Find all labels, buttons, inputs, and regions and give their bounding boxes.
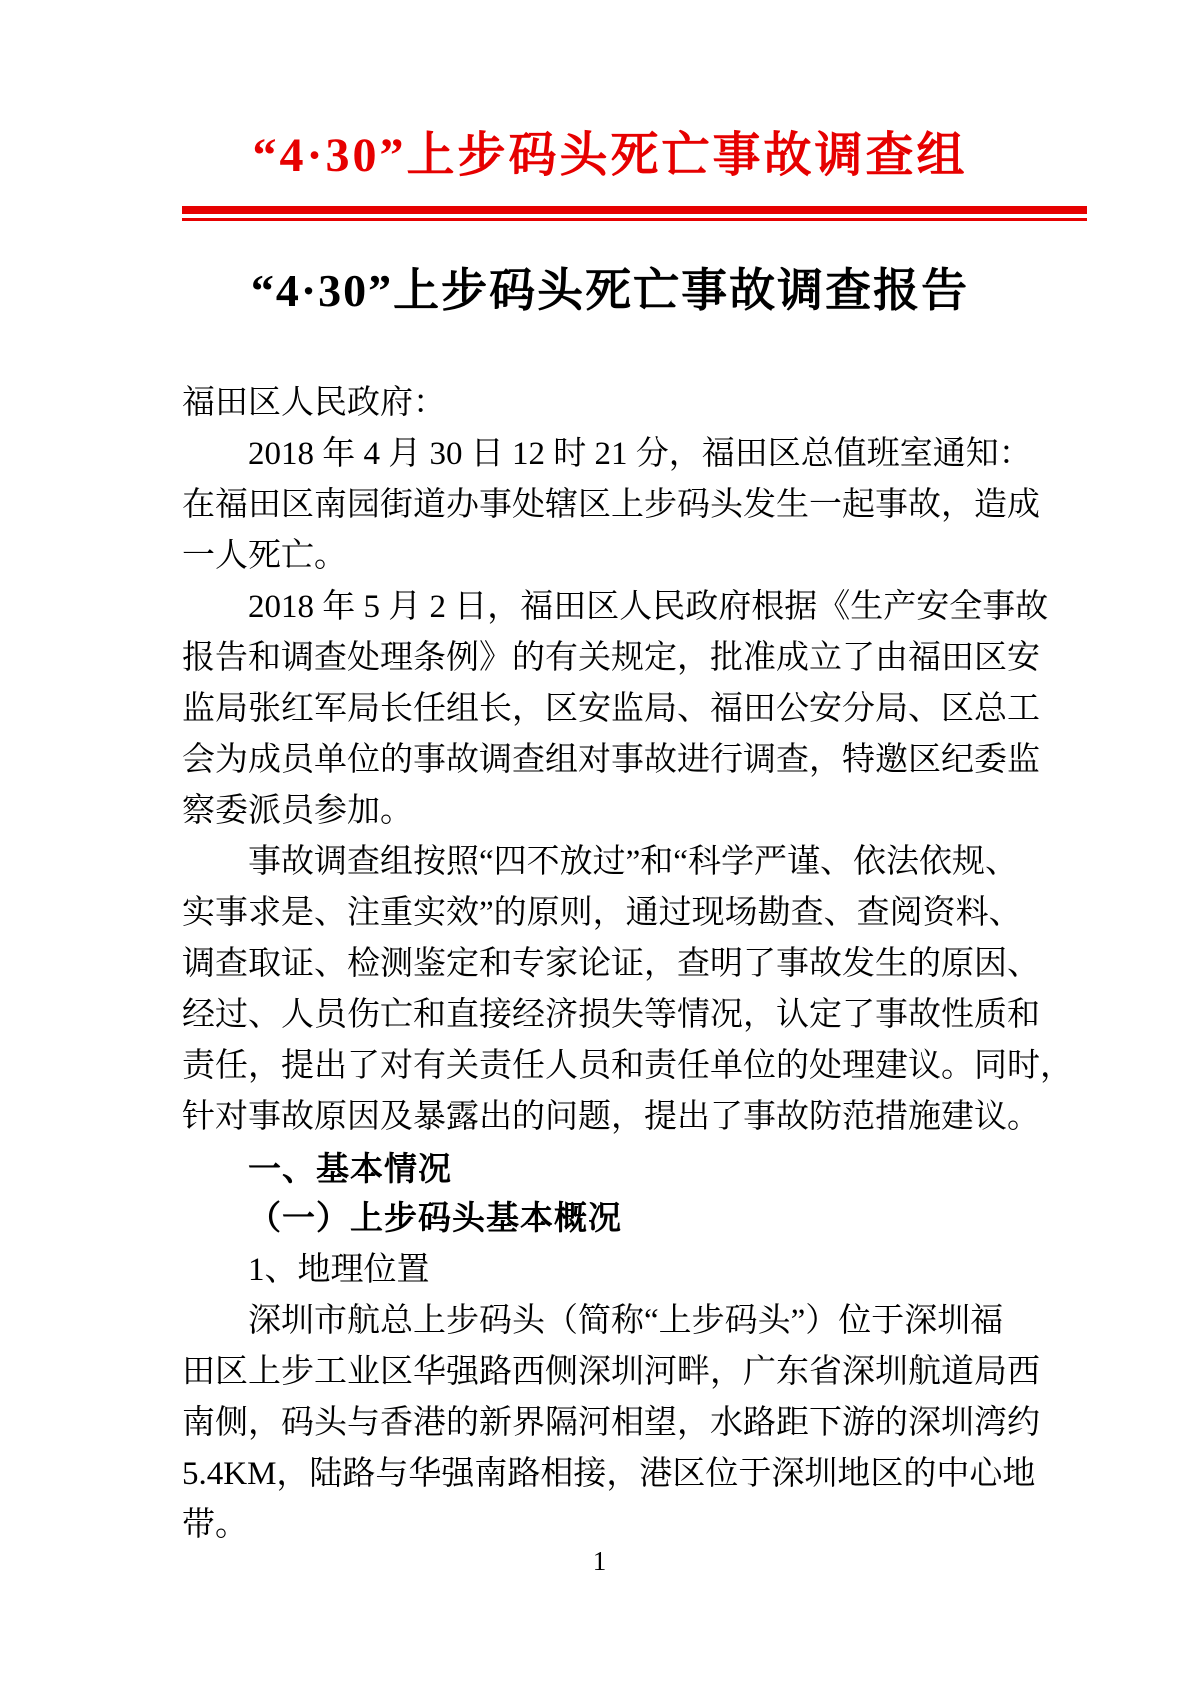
- body-line: 会为成员单位的事故调查组对事故进行调查，特邀区纪委监: [182, 742, 1040, 778]
- body-line: 实事求是、注重实效”的原则，通过现场勘查、查阅资料、: [182, 895, 1022, 931]
- body-line: 一人死亡。: [182, 538, 347, 574]
- subsection-heading: （一）上步码头基本概况: [248, 1201, 622, 1237]
- body-line: 2018 年 4 月 30 日 12 时 21 分，福田区总值班室通知：: [248, 436, 1032, 472]
- page-number: 1: [592, 1546, 607, 1576]
- letterhead-title: “4·30”上步码头死亡事故调查组: [252, 129, 968, 182]
- body-line: 报告和调查处理条例》的有关规定，批准成立了由福田区安: [182, 640, 1040, 676]
- body-line: 深圳市航总上步码头（简称“上步码头”）位于深圳福: [248, 1303, 1004, 1339]
- body-line: 2018 年 5 月 2 日，福田区人民政府根据《生产安全事故: [248, 589, 1049, 625]
- body-line: 监局张红军局长任组长，区安监局、福田公安分局、区总工: [182, 691, 1040, 727]
- body-line: 带。: [182, 1507, 248, 1543]
- letterhead-double-rule: [182, 206, 1087, 221]
- document-body: [182, 378, 1073, 1551]
- body-line: 经过、人员伤亡和直接经济损失等情况，认定了事故性质和: [182, 997, 1040, 1033]
- body-line: 察委派员参加。: [182, 793, 413, 829]
- body-line: 事故调查组按照“四不放过”和“科学严谨、依法依规、: [248, 844, 1018, 880]
- body-line: 针对事故原因及暴露出的问题，提出了事故防范措施建议。: [182, 1099, 1040, 1135]
- subsubsection-heading: 1、地理位置: [248, 1252, 430, 1288]
- body-line: 田区上步工业区华强路西侧深圳河畔，广东省深圳航道局西: [182, 1354, 1040, 1390]
- body-line: 责任，提出了对有关责任人员和责任单位的处理建议。同时，: [182, 1048, 1073, 1084]
- body-line: 调查取证、检测鉴定和专家论证，查明了事故发生的原因、: [182, 946, 1040, 982]
- body-line-salutation: 福田区人民政府：: [182, 385, 446, 421]
- section-heading: 一、基本情况: [248, 1150, 452, 1187]
- body-line: 南侧，码头与香港的新界隔河相望，水路距下游的深圳湾约: [182, 1405, 1040, 1441]
- document-title: “4·30”上步码头死亡事故调查报告: [250, 265, 970, 316]
- body-line: 5.4KM，陆路与华强南路相接，港区位于深圳地区的中心地: [182, 1456, 1036, 1492]
- body-line: 在福田区南园街道办事处辖区上步码头发生一起事故，造成: [182, 487, 1040, 523]
